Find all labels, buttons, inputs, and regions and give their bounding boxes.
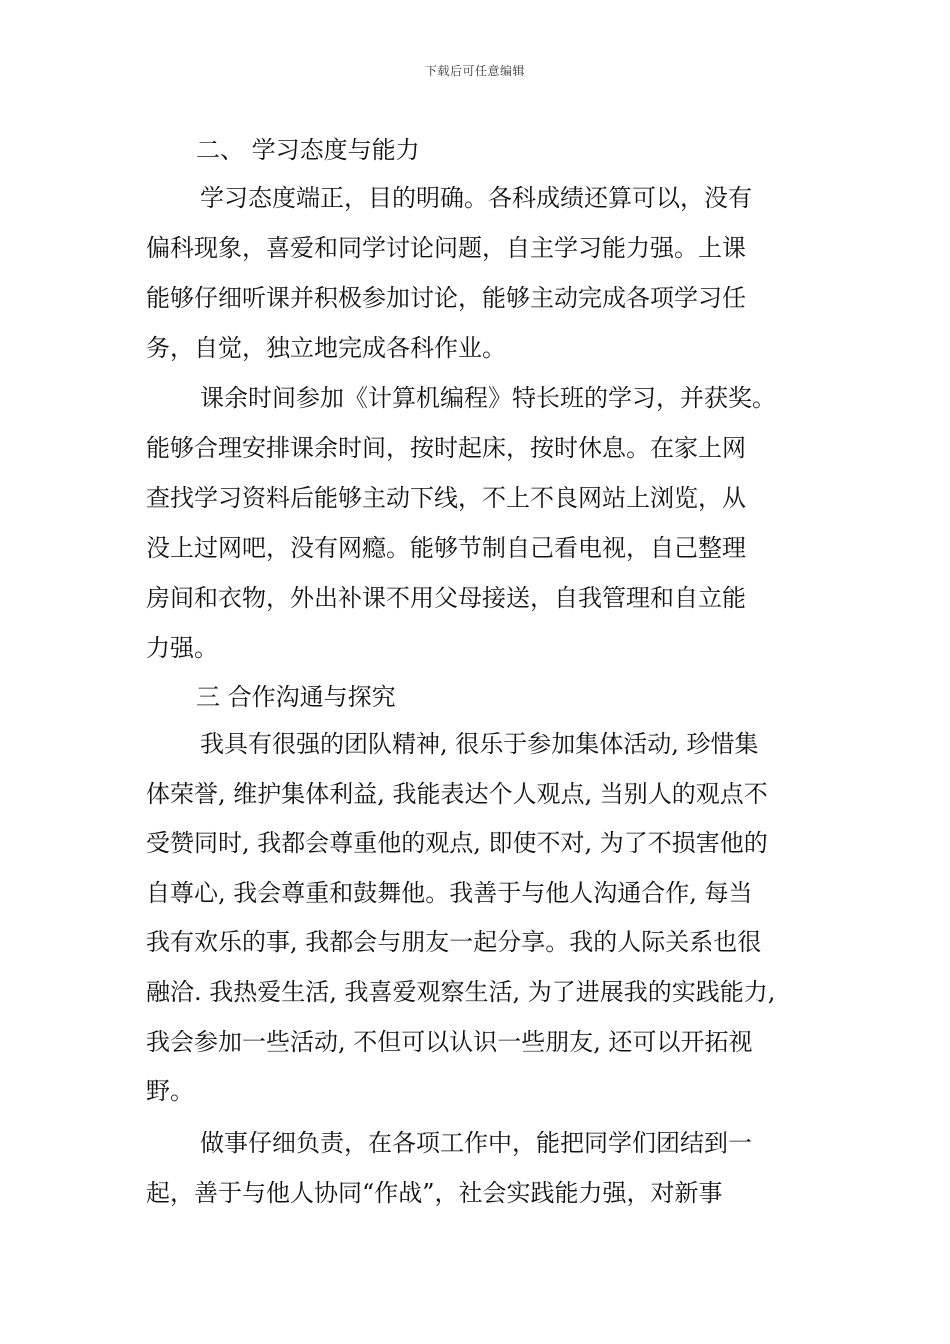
paragraph-study-attitude bbox=[146, 173, 816, 373]
text-line: 课余时间参加《计算机编程》特长班的学习，并获奖。 bbox=[200, 384, 776, 412]
page-header: 下载后可任意编辑 bbox=[424, 64, 525, 78]
text-line: 没上过网吧，没有网瘾。能够节制自己看电视，自己整理 bbox=[146, 534, 746, 562]
text-line: 偏科现象，喜爱和同学讨论问题，自主学习能力强。上课 bbox=[146, 234, 746, 262]
text-line: 体荣誉, 维护集体利益, 我能表达个人观点, 当别人的观点不 bbox=[146, 779, 768, 808]
paragraph-teamwork bbox=[146, 720, 816, 1117]
text-line: 我会参加一些活动, 不但可以认识一些朋友, 还可以开拓视 bbox=[146, 1027, 753, 1056]
text-line: 起，善于与他人协同“作战”，社会实践能力强，对新事 bbox=[146, 1179, 723, 1207]
text-line: 做事仔细负责，在各项工作中，能把同学们团结到一 bbox=[200, 1129, 752, 1157]
text-line: 房间和衣物，外出补课不用父母接送，自我管理和自立能 bbox=[146, 584, 746, 612]
text-line: 能够仔细听课并积极参加讨论，能够主动完成各项学习任 bbox=[146, 284, 746, 312]
paragraph-extracurricular bbox=[146, 373, 816, 673]
text-line: 受赞同时, 我都会尊重他的观点, 即使不对, 为了不损害他的 bbox=[146, 829, 768, 858]
text-line: 务，自觉，独立地完成各科作业。 bbox=[146, 334, 506, 362]
section-heading-cooperation: 三 合作沟通与探究 bbox=[196, 683, 396, 711]
text-line: 我具有很强的团队精神, 很乐于参加集体活动, 珍惜集 bbox=[200, 730, 759, 758]
section-heading-study-attitude: 二、 学习态度与能力 bbox=[196, 136, 420, 164]
text-line: 力强。 bbox=[146, 634, 218, 662]
text-line: 我有欢乐的事, 我都会与朋友一起分享。我的人际关系也很 bbox=[146, 928, 762, 957]
text-line: 查找学习资料后能够主动下线，不上不良网站上浏览，从 bbox=[146, 484, 746, 512]
text-line: 学习态度端正，目的明确。各科成绩还算可以，没有 bbox=[200, 184, 752, 212]
paragraph-responsibility bbox=[146, 1118, 816, 1218]
text-line: 能够合理安排课余时间，按时起床，按时休息。在家上网 bbox=[146, 434, 746, 462]
text-line: 自尊心, 我会尊重和鼓舞他。我善于与他人沟通合作, 每当 bbox=[146, 878, 753, 907]
text-line: 野。 bbox=[146, 1077, 194, 1106]
text-line: 融洽. 我热爱生活, 我喜爱观察生活, 为了进展我的实践能力, bbox=[146, 977, 776, 1006]
